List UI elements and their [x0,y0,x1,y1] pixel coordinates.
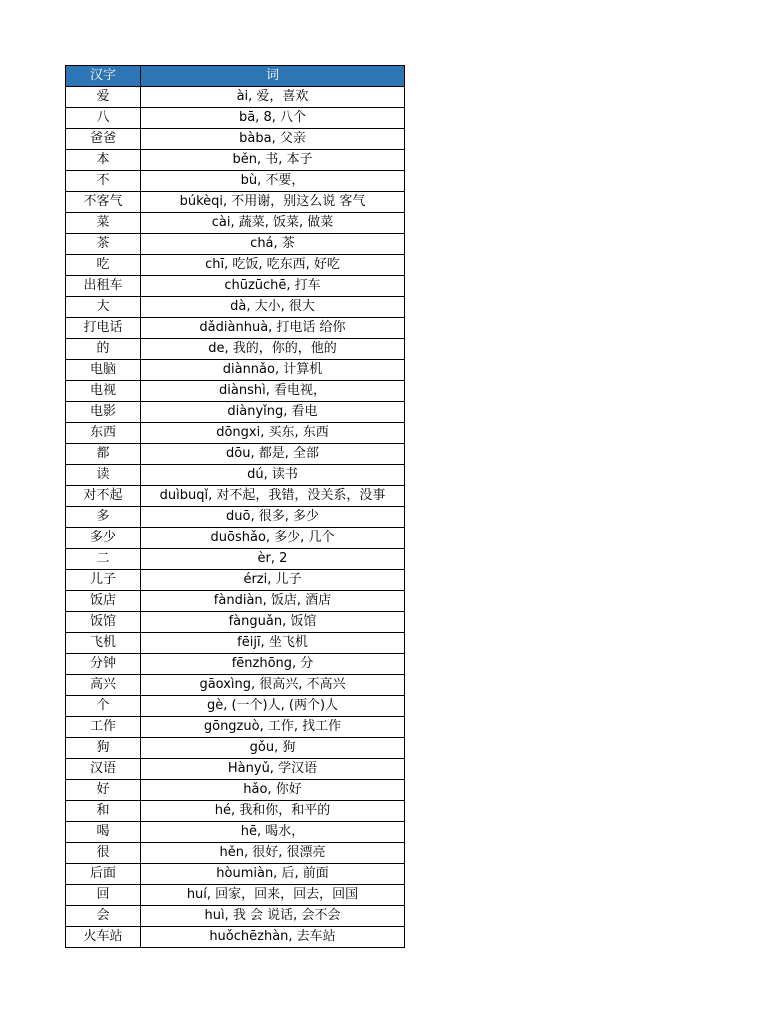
table-row [66,633,405,654]
word-cell: 吃 [66,255,141,276]
table-row [66,213,405,234]
table-row [66,654,405,675]
word-cell: 打电话 [66,318,141,339]
definition-cell: diànnǎo, 计算机 [140,360,404,381]
table-row [66,927,405,948]
word-cell: 读 [66,465,141,486]
word-cell: 电影 [66,402,141,423]
word-cell: 飞机 [66,633,141,654]
definition-cell: gè, (一个)人, (两个)人 [140,696,404,717]
definition-cell: dōu, 都是, 全部 [140,444,404,465]
header-row [66,66,405,87]
definition-cell: běn, 书, 本子 [140,150,404,171]
table-row [66,759,405,780]
table-body [66,87,405,948]
word-cell: 的 [66,339,141,360]
definition-cell: diànshì, 看电视， [140,381,404,402]
definition-cell: Hànyǔ, 学汉语 [140,759,404,780]
definition-cell: duìbuqǐ, 对不起，我错，没关系，没事 [140,486,404,507]
word-cell: 爸爸 [66,129,141,150]
word-cell: 八 [66,108,141,129]
table-row [66,570,405,591]
definition-cell: chūzūchē, 打车 [140,276,404,297]
table-row [66,444,405,465]
table-row [66,402,405,423]
table-row [66,801,405,822]
definition-cell: fànguǎn, 饭馆 [140,612,404,633]
definition-cell: diànyǐng, 看电 [140,402,404,423]
word-cell: 火车站 [66,927,141,948]
table-row [66,465,405,486]
definition-cell: cài, 蔬菜, 饭菜, 做菜 [140,213,404,234]
word-cell: 汉语 [66,759,141,780]
word-cell: 很 [66,843,141,864]
table-row [66,717,405,738]
table-row [66,150,405,171]
table-row [66,738,405,759]
definition-cell: bā, 8, 八个 [140,108,404,129]
table-row [66,612,405,633]
definition-cell: duōshǎo, 多少, 几个 [140,528,404,549]
table-row [66,276,405,297]
word-cell: 本 [66,150,141,171]
word-cell: 大 [66,297,141,318]
header-definition: 词 [140,66,404,87]
definition-cell: gōngzuò, 工作, 找工作 [140,717,404,738]
definition-cell: hǎo, 你好 [140,780,404,801]
table-row [66,486,405,507]
vocabulary-table [65,65,405,948]
word-cell: 和 [66,801,141,822]
table-header [66,66,405,87]
word-cell: 回 [66,885,141,906]
word-cell: 不客气 [66,192,141,213]
table-row [66,780,405,801]
table-row [66,423,405,444]
table-row [66,87,405,108]
table-row [66,129,405,150]
word-cell: 茶 [66,234,141,255]
definition-cell: de, 我的，你的，他的 [140,339,404,360]
table-row [66,843,405,864]
definition-cell: dú, 读书 [140,465,404,486]
definition-cell: fàndiàn, 饭店, 酒店 [140,591,404,612]
table-row [66,234,405,255]
word-cell: 后面 [66,864,141,885]
definition-cell: huì, 我 会 说话, 会不会 [140,906,404,927]
table-row [66,864,405,885]
word-cell: 都 [66,444,141,465]
word-cell: 好 [66,780,141,801]
word-cell: 出租车 [66,276,141,297]
definition-cell: gǒu, 狗 [140,738,404,759]
word-cell: 饭店 [66,591,141,612]
definition-cell: gāoxìng, 很高兴, 不高兴 [140,675,404,696]
word-cell: 工作 [66,717,141,738]
word-cell: 狗 [66,738,141,759]
table-row [66,381,405,402]
table-row [66,318,405,339]
table-row [66,549,405,570]
definition-cell: èr, 2 [140,549,404,570]
word-cell: 喝 [66,822,141,843]
word-cell: 不 [66,171,141,192]
definition-cell: hòumiàn, 后, 前面 [140,864,404,885]
table-row [66,108,405,129]
definition-cell: fēijī, 坐飞机 [140,633,404,654]
word-cell: 饭馆 [66,612,141,633]
word-cell: 儿子 [66,570,141,591]
definition-cell: hē, 喝水， [140,822,404,843]
word-cell: 二 [66,549,141,570]
table-row [66,528,405,549]
word-cell: 高兴 [66,675,141,696]
table-row [66,591,405,612]
definition-cell: bàba, 父亲 [140,129,404,150]
definition-cell: bù, 不要， [140,171,404,192]
table-row [66,171,405,192]
definition-cell: dǎdiànhuà, 打电话 给你 [140,318,404,339]
table-row [66,696,405,717]
word-cell: 电视 [66,381,141,402]
table-row [66,360,405,381]
word-cell: 会 [66,906,141,927]
definition-cell: huí, 回家，回来，回去，回国 [140,885,404,906]
word-cell: 菜 [66,213,141,234]
table-row [66,822,405,843]
table-row [66,507,405,528]
table-row [66,255,405,276]
word-cell: 分钟 [66,654,141,675]
definition-cell: ài, 爱，喜欢 [140,87,404,108]
definition-cell: érzi, 儿子 [140,570,404,591]
definition-cell: hé, 我和你，和平的 [140,801,404,822]
definition-cell: dà, 大小, 很大 [140,297,404,318]
definition-cell: dōngxi, 买东, 东西 [140,423,404,444]
word-cell: 东西 [66,423,141,444]
table-row [66,885,405,906]
word-cell: 多少 [66,528,141,549]
word-cell: 多 [66,507,141,528]
word-cell: 电脑 [66,360,141,381]
table-row [66,192,405,213]
definition-cell: hěn, 很好, 很漂亮 [140,843,404,864]
word-cell: 对不起 [66,486,141,507]
table-row [66,906,405,927]
definition-cell: chī, 吃饭, 吃东西, 好吃 [140,255,404,276]
definition-cell: chá, 茶 [140,234,404,255]
table-row [66,675,405,696]
word-cell: 个 [66,696,141,717]
table-row [66,297,405,318]
header-word: 汉字 [66,66,141,87]
definition-cell: duō, 很多, 多少 [140,507,404,528]
definition-cell: huǒchēzhàn, 去车站 [140,927,404,948]
table-row [66,339,405,360]
definition-cell: búkèqi, 不用谢，别这么说 客气 [140,192,404,213]
definition-cell: fēnzhōng, 分 [140,654,404,675]
word-cell: 爱 [66,87,141,108]
